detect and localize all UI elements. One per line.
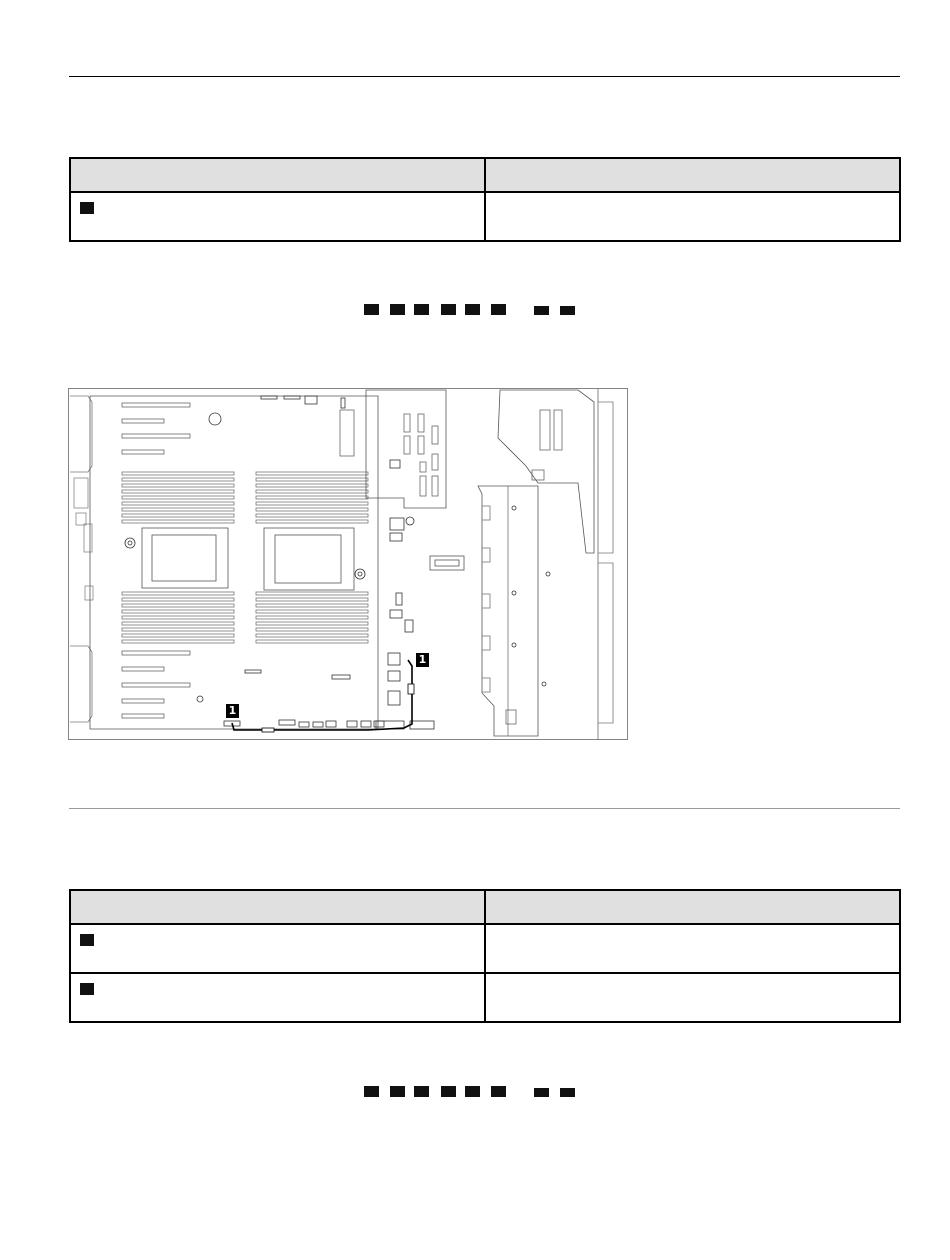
callout-marker: [80, 202, 94, 214]
callout-marker: [80, 983, 94, 995]
cable-routing-table-1: [69, 157, 901, 242]
table-row: [70, 192, 900, 241]
table-header-from: [70, 890, 485, 924]
table-cell-to: [485, 924, 900, 973]
table-header-row: [70, 890, 900, 924]
table-header-to: [485, 158, 900, 192]
callout-badge: 1: [416, 653, 429, 667]
callout-marker: [80, 934, 94, 946]
table-header-to: [485, 890, 900, 924]
table-cell-to: [485, 973, 900, 1022]
table-header-from: [70, 158, 485, 192]
callout-badge: 1: [226, 704, 239, 718]
table-cell-from: [70, 924, 485, 973]
redacted-caption: [364, 304, 576, 316]
section-divider: [69, 808, 900, 809]
table-row: [70, 973, 900, 1022]
server-cable-diagram: [68, 388, 629, 741]
table-cell-from: [70, 192, 485, 241]
top-divider: [69, 76, 900, 77]
cable-routing-table-2: [69, 889, 901, 1023]
table-cell-from: [70, 973, 485, 1022]
table-cell-to: [485, 192, 900, 241]
table-row: [70, 924, 900, 973]
table-header-row: [70, 158, 900, 192]
redacted-caption: [364, 1086, 576, 1098]
